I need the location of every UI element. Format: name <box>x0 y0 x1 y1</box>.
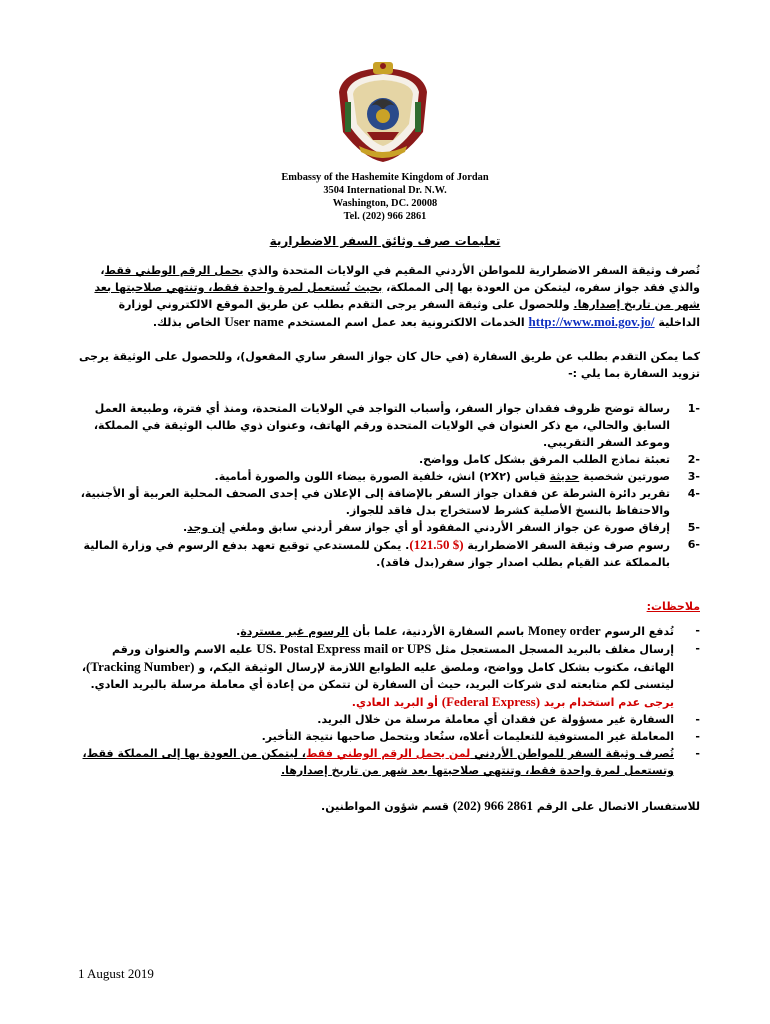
embassy-city: Washington, DC. 20008 <box>332 198 438 209</box>
list-item: - المعاملة غير المستوفية للتعليمات أعلاه، ستُعاد ويتحمل صاحبها نتيجة التأخير. <box>261 730 700 743</box>
list-item: - تُصرف وثيقة السفر للمواطن الأردني لمن يحمل الرقم الوطني فقط، ليتمكن من العودة بها إلى المملكة فقط، وتستعمل لمرة واحدة فقط، وتنتهي صلاحيتها بعد شهر من تاريخ إصدارها. <box>82 747 700 777</box>
intro-single-use-note: بحيث تُستعمل لمرة واحدة فقط، وتنتهي صلاحيتها بعد شهر من تاريخ إصدارها. <box>94 281 700 311</box>
intro-text-b: ، والذي فقد جواز سفره، ليتمكن من العودة بها إلى المملكة، <box>100 264 700 294</box>
list-item: -6 رسوم صرف وثيقة السفر الاضطرارية (121.50 $). يمكن للمستدعي توقيع تعهد بدفع الرسوم في وزارة المالية بالمملكة عند القيام بطلب اصدار جواز سفر(بدل فاقد). <box>83 537 700 569</box>
list-item: -1 رسالة توضح ظروف فقدان جواز السفر، وأسباب التواجد في الولايات المتحدة، ومنذ أي فترة، وطبيعة العمل السابق والحالي، مع ذكر العنوان في الولايات المتحدة ورقم الهاتف، وعنوان ذوي طالب الوثيقة في المملكة، وموعد السفر التقريبي. <box>93 402 700 449</box>
jordan-coat-of-arms-icon <box>333 62 433 168</box>
list-item: -5 إرفاق صورة عن جواز السفر الأردني المفقود أو أي جواز سفر أردني سابق وملغي إن وجد. <box>182 521 700 534</box>
embassy-application-paragraph: كما يمكن التقدم بطلب عن طريق السفارة (في حال كان جواز السفر ساري المفعول)، وللحصول على الوثيقة يرجى تزويد السفارة بما يلي :- <box>78 350 700 380</box>
list-item: - تُدفع الرسوم Money order باسم السفارة الأردنية، علما بأن الرسوم غير مستردة. <box>236 623 700 638</box>
embassy-phone: Tel. (202) 966 2861 <box>343 211 427 222</box>
username-term: User name <box>224 314 284 329</box>
fee-amount: (121.50 $) <box>409 537 464 552</box>
contact-phone: (202) 966 2861 <box>452 798 533 813</box>
contact-line: للاستفسار الاتصال على الرقم (202) 966 2861 قسم شؤون المواطنين. <box>321 798 700 813</box>
requirements-list <box>76 400 700 571</box>
intro-paragraph <box>76 262 700 331</box>
list-item: - إرسال مغلف بالبريد المسجل المستعجل مثل US. Postal Express mail or UPS عليه الاسم والعنوان ورقم الهاتف، مكتوب بشكل كامل وواضح، وملصق عليه الطوابع اللازمة لإرسال الوثيقة اليكم، و (Tracking Number)، ليتسنى لكم متابعته لدى شركات البريد، حيث أن السفارة لن تتمكن من إعادة أي معاملة مرسلة بالبريد العادي. يرجى عدم استخدام بريد (Federal Express) أو البريد العادي. <box>81 641 700 709</box>
intro-text-a: تُصرف وثيقة السفر الاضطرارية للمواطن الأردني المقيم في الولايات المتحدة والذي <box>243 264 700 277</box>
moi-website-link[interactable]: http://www.moi.gov.jo/ <box>528 314 655 329</box>
page-title: تعليمات صرف وثائق السفر الاضطرارية <box>269 234 501 248</box>
notes-heading: ملاحظات: <box>646 600 700 613</box>
embassy-name: Embassy of the Hashemite Kingdom of Jordan <box>281 172 489 183</box>
list-item: -4 تقرير دائرة الشرطة عن فقدان جواز السفر بالإضافة إلى الإعلان في إحدى الصحف المحلية العربية أو الأجنبية، والاحتفاظ بالنسخ الأصلية كشرط لاستخراج بدل فاقد للجواز. <box>80 487 700 517</box>
embassy-address-header <box>200 171 570 223</box>
intro-text-d: الخدمات الالكترونية بعد عمل اسم المستخدم <box>283 316 529 329</box>
embassy-street: 3504 International Dr. N.W. <box>323 185 447 196</box>
intro-text-e: الخاص بذلك. <box>152 316 225 329</box>
footer-date: 1 August 2019 <box>78 966 154 981</box>
list-item: -2 تعبئة نماذج الطلب المرفق بشكل كامل وواضح. <box>418 453 700 466</box>
intro-national-number-only: يحمل الرقم الوطني فقط <box>104 264 244 277</box>
list-item: -3 صورتين شخصية حديثة قياس (٢X٢) انش، خلفية الصورة بيضاء اللون والصورة أمامية. <box>214 470 700 483</box>
list-item: - السفارة غير مسؤولة عن فقدان أي معاملة مرسلة من خلال البريد. <box>317 713 700 726</box>
intro-text-c: وللحصول على وثيقة السفر يرجى التقدم بطلب عن طريق الموقع الالكتروني لوزارة الداخلية <box>118 298 700 329</box>
notes-list <box>76 622 700 779</box>
